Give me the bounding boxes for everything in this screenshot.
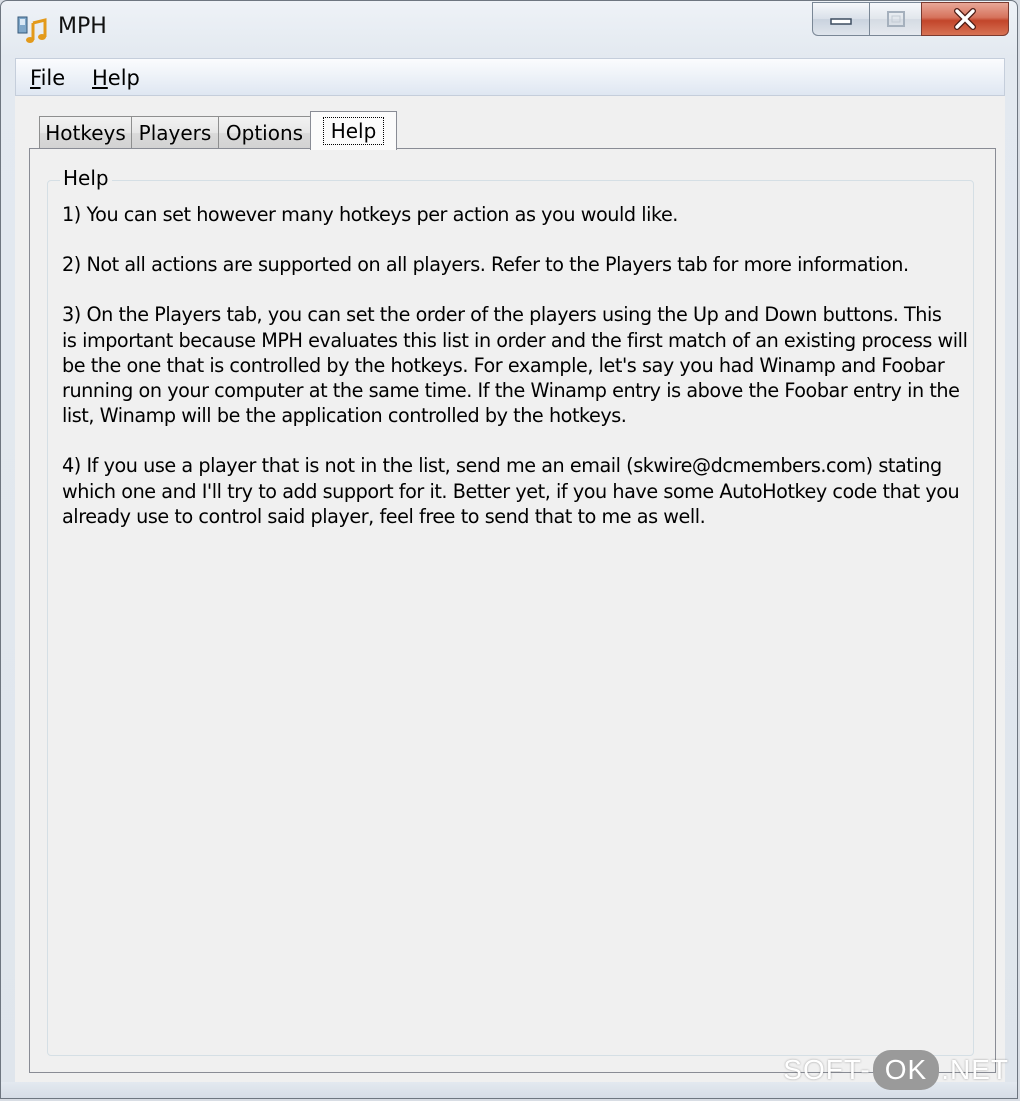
menu-help[interactable]: Help — [92, 66, 140, 90]
minimize-button[interactable] — [812, 2, 869, 36]
maximize-button[interactable] — [869, 2, 921, 36]
tab-hotkeys[interactable] — [39, 116, 132, 149]
watermark-right: .NET — [941, 1054, 1009, 1085]
close-icon — [953, 8, 977, 30]
help-paragraph-1 — [62, 202, 962, 227]
help-paragraph-4 — [62, 453, 962, 529]
title-bar[interactable] — [1, 1, 1017, 57]
close-button[interactable] — [921, 2, 1009, 36]
help-line: 2) Not all actions are supported on all players. Refer to the Players tab for more information. — [62, 253, 909, 277]
tab-players-label: Players — [138, 121, 212, 145]
window-controls — [812, 2, 1009, 36]
tab-hotkeys-label: Hotkeys — [45, 121, 126, 145]
tab-options[interactable] — [218, 116, 311, 149]
maximize-icon — [886, 10, 906, 28]
help-tab-panel — [29, 148, 996, 1073]
music-notes-icon — [17, 15, 49, 45]
window-title: MPH — [58, 14, 107, 39]
menu-bar — [15, 58, 1005, 96]
help-line: list, Winamp will be the application controlled by the hotkeys. — [62, 404, 627, 428]
help-line: which one and I'll try to add support for it. Better yet, if you have some AutoHotkey code that you — [62, 479, 960, 503]
watermark — [783, 1050, 1009, 1090]
help-line: running on your computer at the same time. If the Winamp entry is above the Foobar entry in the — [62, 379, 960, 403]
help-line: 1) You can set however many hotkeys per action as you would like. — [62, 203, 678, 226]
tab-players[interactable] — [131, 116, 219, 149]
help-line: is important because MPH evaluates this list in order and the first match of an existing process will — [62, 328, 968, 352]
watermark-left: SOFT- — [783, 1054, 871, 1085]
groupbox-title: Help — [60, 166, 112, 190]
help-paragraph-3 — [62, 302, 968, 428]
help-line: 3) On the Players tab, you can set the order of the players using the Up and Down buttons. This — [62, 303, 942, 327]
help-text — [62, 202, 968, 554]
help-groupbox — [47, 166, 974, 1056]
tab-help[interactable] — [310, 111, 397, 150]
menu-file[interactable]: File — [30, 66, 66, 90]
client-area — [15, 96, 1005, 1086]
help-line: be the one that is controlled by the hotkeys. For example, let's say you had Winamp and Foobar — [62, 353, 945, 377]
help-line: 4) If you use a player that is not in the list, send me an email (skwire@dcmembers.com) stating — [62, 454, 942, 478]
watermark-ok: OK — [873, 1050, 939, 1090]
minimize-icon — [830, 13, 852, 25]
help-paragraph-2 — [62, 252, 962, 277]
tab-options-label: Options — [225, 121, 304, 145]
tab-help-label: Help — [323, 117, 385, 145]
help-line: already use to control said player, feel free to send that to me as well. — [62, 504, 706, 528]
